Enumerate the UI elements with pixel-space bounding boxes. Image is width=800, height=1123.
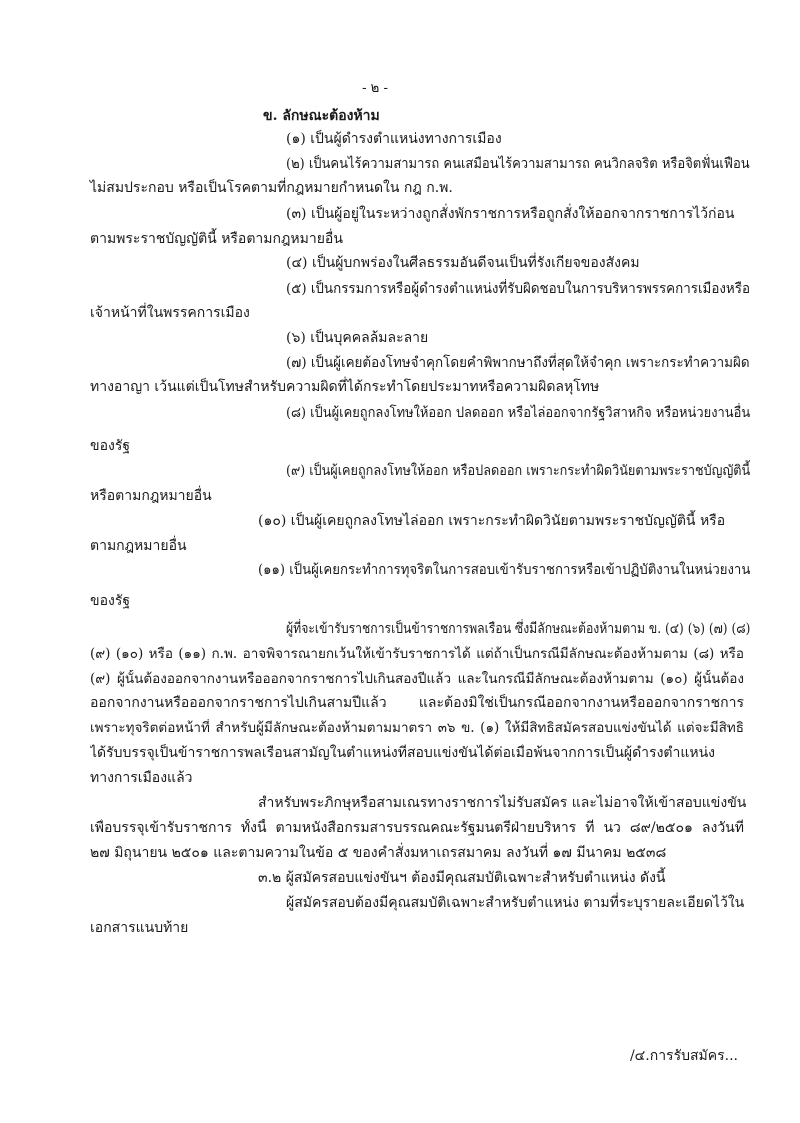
exemption-paragraph-line-6: ได้รับบรรจุเป็นข้าราชการพลเรือนสามัญในตำแหน่งที่สอบแข่งขันได้ต่อเมื่อพ้นจากการเป็นผู้ดำรงตำแหน่ง — [90, 745, 716, 761]
exemption-paragraph-line-4: ออกจากงานหรือออกจากราชการไปเกินสามปีแล้ว และต้องมิใช่เป็นกรณีออกจากงานหรือออกจากราชการ — [90, 695, 744, 711]
item-9: (๙) เป็นผู้เคยถูกลงโทษให้ออก หรือปลดออก เพราะกระทำผิดวินัยตามพระราชบัญญัตินี้ — [286, 463, 751, 479]
section-3-2-line-2: เอกสารแนบท้าย — [90, 920, 189, 936]
item-10-cont: ตามกฎหมายอื่น — [90, 538, 187, 554]
exemption-paragraph-line-7: ทางการเมืองแล้ว — [90, 770, 193, 786]
item-8-cont: ของรัฐ — [90, 438, 131, 454]
item-5-cont: เจ้าหน้าที่ในพรรคการเมือง — [90, 305, 250, 321]
item-2-cont: ไม่สมประกอบ หรือเป็นโรคตามที่กฎหมายกำหนดใน กฎ ก.พ. — [90, 180, 453, 196]
monk-paragraph-line-2: เพื่อบรรจุเข้ารับราชการ ทั้งนี้ ตามหนังสือกรมสารบรรณคณะรัฐมนตรีฝ่ายบริหาร ที่ นว ๘๙/๒๕๐๑ ลงวันที่ — [90, 820, 744, 836]
exemption-paragraph-line-1: ผู้ที่จะเข้ารับราชการเป็นข้าราชการพลเรือน ซึ่งมีลักษณะต้องห้ามตาม ข. (๔) (๖) (๗) (๘) — [286, 621, 751, 637]
item-8: (๘) เป็นผู้เคยถูกลงโทษให้ออก ปลดออก หรือไล่ออกจากรัฐวิสาหกิจ หรือหน่วยงานอื่น — [286, 405, 751, 421]
monk-paragraph-line-1: สำหรับพระภิกษุหรือสามเณรทางราชการไม่รับสมัคร และไม่อาจให้เข้าสอบแข่งขัน — [258, 795, 747, 811]
item-11: (๑๑) เป็นผู้เคยกระทำการทุจริตในการสอบเข้ารับราชการหรือเข้าปฏิบัติงานในหน่วยงาน — [258, 562, 751, 578]
exemption-paragraph-line-2: (๙) (๑๐) หรือ (๑๑) ก.พ. อาจพิจารณายกเว้นให้เข้ารับราชการได้ แต่ถ้าเป็นกรณีมีลักษณะต้องห้ามตาม (๘) หรือ — [90, 646, 744, 662]
item-7: (๗) เป็นผู้เคยต้องโทษจำคุกโดยคำพิพากษาถึงที่สุดให้จำคุก เพราะกระทำความผิด — [286, 355, 750, 371]
section-3-2-line-1: ผู้สมัครสอบต้องมีคุณสมบัติเฉพาะสำหรับตำแหน่ง ตามที่ระบุรายละเอียดไว้ใน — [286, 895, 745, 911]
page-continuation: /๔.การรับสมัคร... — [629, 1048, 738, 1064]
item-10: (๑๐) เป็นผู้เคยถูกลงโทษไล่ออก เพราะกระทำผิดวินัยตามพระราชบัญญัตินี้ หรือ — [258, 513, 726, 529]
section-3-2-heading: ๓.๒ ผู้สมัครสอบแข่งขันฯ ต้องมีคุณสมบัติเฉพาะสำหรับตำแหน่ง ดังนี้ — [258, 870, 666, 886]
item-2: (๒) เป็นคนไร้ความสามารถ คนเสมือนไร้ความสามารถ คนวิกลจริต หรือจิตฟั่นเฟือน — [286, 156, 750, 172]
exemption-paragraph-line-5: เพราะทุจริตต่อหน้าที่ สำหรับผู้มีลักษณะต้องห้ามตามมาตรา ๓๖ ข. (๑) ให้มีสิทธิสมัครสอบแข่งขันได้ แต่จะมีสิทธิ — [90, 720, 744, 736]
item-9-cont: หรือตามกฎหมายอื่น — [90, 488, 212, 504]
monk-paragraph-line-3: ๒๗ มิถุนายน ๒๕๐๑ และตามความในข้อ ๕ ของคำสั่งมหาเถรสมาคม ลงวันที่ ๑๗ มีนาคม ๒๕๓๘ — [90, 845, 667, 861]
item-3: (๓) เป็นผู้อยู่ในระหว่างถูกสั่งพักราชการหรือถูกสั่งให้ออกจากราชการไว้ก่อน — [286, 206, 735, 222]
item-7-cont: ทางอาญา เว้นแต่เป็นโทษสำหรับความผิดที่ได้กระทำโดยประมาทหรือความผิดลหุโทษ — [90, 379, 600, 395]
page-number: - ๒ - — [362, 80, 388, 96]
item-3-cont: ตามพระราชบัญญัตินี้ หรือตามกฎหมายอื่น — [90, 231, 343, 247]
item-5: (๕) เป็นกรรมการหรือผู้ดำรงตำแหน่งที่รับผิดชอบในการบริหารพรรคการเมืองหรือ — [286, 281, 751, 297]
item-6: (๖) เป็นบุคคลล้มละลาย — [286, 330, 429, 346]
item-4: (๔) เป็นผู้บกพร่องในศีลธรรมอันดีจนเป็นที่รังเกียจของสังคม — [286, 255, 640, 271]
section-heading: ข. ลักษณะต้องห้าม — [263, 108, 380, 124]
exemption-paragraph-line-3: (๙) ผู้นั้นต้องออกจากงานหรือออกจากราชการไปเกินสองปีแล้ว และในกรณีมีลักษณะต้องห้ามตาม (๑๐) ผู้นั้นต้อง — [90, 671, 744, 687]
item-1: (๑) เป็นผู้ดำรงตำแหน่งทางการเมือง — [286, 131, 502, 147]
item-11-cont: ของรัฐ — [90, 593, 131, 609]
